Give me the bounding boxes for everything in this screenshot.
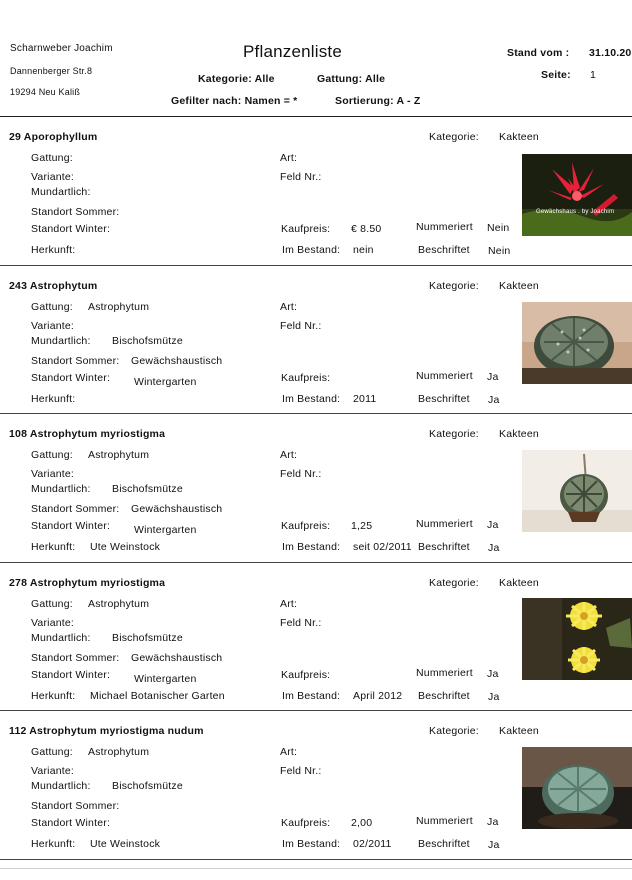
gattung-value: Astrophytum (88, 597, 150, 610)
gattung-label: Gattung: (31, 449, 73, 461)
im-bestand-label: Im Bestand: (282, 541, 341, 553)
variante-label: Variante: (31, 171, 75, 183)
record-title: 278 Astrophytum myriostigma (9, 576, 166, 589)
kaufpreis-label: Kaufpreis: (281, 371, 331, 384)
record-title: 112 Astrophytum myriostigma nudum (9, 725, 204, 737)
gattung-label: Gattung: (31, 152, 73, 164)
herkunft-value: Ute Weinstock (90, 838, 161, 850)
yellow-flowers-photo (522, 598, 632, 680)
photo-watermark: Gewächshaus . by Joachim (536, 209, 615, 215)
page-bottom-edge (0, 868, 632, 869)
record-divider (0, 562, 632, 563)
nummeriert-value: Nein (487, 222, 510, 234)
im-bestand-value: April 2012 (353, 689, 403, 702)
standort-sommer-label: Standort Sommer: (31, 503, 120, 515)
standort-winter-label: Standort Winter: (31, 817, 111, 829)
kategorie-label: Kategorie: (429, 428, 479, 440)
herkunft-label: Herkunft: (31, 392, 76, 405)
art-label: Art: (280, 746, 298, 758)
nummeriert-label: Nummeriert (416, 369, 473, 382)
kaufpreis-label: Kaufpreis: (281, 817, 331, 829)
gattung-label: Gattung: (31, 300, 73, 313)
seite-number: 1 (590, 69, 597, 81)
kategorie-value: Kakteen (499, 725, 539, 737)
kategorie-label: Kategorie: (429, 576, 479, 589)
record-divider (0, 265, 632, 266)
record-divider (0, 710, 632, 711)
page-title: Pflanzenliste (243, 42, 342, 61)
standort-winter-value: Wintergarten (134, 524, 197, 536)
nummeriert-value: Ja (487, 370, 499, 383)
kaufpreis-value: 1,25 (351, 520, 373, 532)
kaufpreis-value: 2,00 (351, 817, 373, 829)
standort-winter-label: Standort Winter: (31, 520, 111, 532)
stand-label: Stand vom : (507, 47, 570, 59)
standort-sommer-label: Standort Sommer: (31, 800, 120, 812)
standort-sommer-value: Gewächshaustisch (131, 503, 223, 515)
mundartlich-value: Bischofsmütze (112, 483, 183, 495)
im-bestand-value: seit 02/2011 (353, 541, 412, 553)
nummeriert-value: Ja (487, 667, 499, 680)
variante-label: Variante: (31, 765, 75, 777)
feld-label: Feld Nr.: (280, 171, 322, 183)
beschriftet-value: Ja (488, 542, 500, 554)
record-title: 29 Aporophyllum (9, 131, 98, 143)
herkunft-label: Herkunft: (31, 541, 76, 553)
kategorie-label: Kategorie: (429, 279, 479, 292)
im-bestand-label: Im Bestand: (282, 689, 341, 702)
beschriftet-label: Beschriftet (418, 541, 470, 553)
beschriftet-label: Beschriftet (418, 838, 470, 850)
standort-sommer-label: Standort Sommer: (31, 651, 120, 664)
mundartlich-label: Mundartlich: (31, 631, 91, 644)
feld-label: Feld Nr.: (280, 616, 322, 629)
nummeriert-label: Nummeriert (416, 666, 473, 679)
owner-street: Dannenberger Str.8 (10, 66, 93, 76)
standort-winter-value: Wintergarten (134, 375, 197, 388)
art-label: Art: (280, 300, 298, 313)
record-divider (0, 413, 632, 414)
record-title: 243 Astrophytum (9, 279, 98, 292)
gattung-value: Astrophytum (88, 449, 150, 461)
variante-label: Variante: (31, 616, 75, 629)
beschriftet-value: Ja (488, 839, 500, 851)
header-divider (0, 116, 632, 117)
herkunft-label: Herkunft: (31, 244, 76, 256)
standort-winter-label: Standort Winter: (31, 223, 111, 235)
mundartlich-value: Bischofsmütze (112, 334, 183, 347)
im-bestand-value: nein (353, 244, 374, 256)
mundartlich-label: Mundartlich: (31, 186, 91, 198)
gattung-label: Gattung: (31, 746, 73, 758)
gattung-label: Gattung: (31, 597, 73, 610)
standort-sommer-value: Gewächshaustisch (131, 354, 223, 367)
feld-label: Feld Nr.: (280, 765, 322, 777)
nummeriert-label: Nummeriert (416, 815, 473, 827)
record-divider (0, 859, 632, 860)
mundartlich-label: Mundartlich: (31, 334, 91, 347)
kaufpreis-label: Kaufpreis: (281, 520, 331, 532)
astrophytum-photo (522, 302, 632, 384)
nummeriert-value: Ja (487, 816, 499, 828)
beschriftet-label: Beschriftet (418, 689, 470, 702)
kaufpreis-label: Kaufpreis: (281, 223, 331, 235)
standort-winter-label: Standort Winter: (31, 371, 111, 384)
sort-text: Sortierung: A - Z (335, 95, 421, 107)
standort-winter-label: Standort Winter: (31, 668, 111, 681)
mundartlich-value: Bischofsmütze (112, 780, 183, 792)
kaufpreis-label: Kaufpreis: (281, 668, 331, 681)
feld-label: Feld Nr.: (280, 319, 322, 332)
nudum-photo (522, 747, 632, 829)
seite-label: Seite: (541, 69, 571, 81)
owner-city: 19294 Neu Kaliß (10, 87, 81, 97)
record-title: 108 Astrophytum myriostigma (9, 428, 166, 440)
standort-sommer-label: Standort Sommer: (31, 206, 120, 218)
standort-sommer-label: Standort Sommer: (31, 354, 120, 367)
filter-text: Gefilter nach: Namen = * (171, 95, 298, 107)
gattung-value: Astrophytum (88, 300, 150, 313)
variante-label: Variante: (31, 468, 75, 480)
herkunft-label: Herkunft: (31, 689, 76, 702)
gattung-value: Astrophytum (88, 746, 150, 758)
feld-label: Feld Nr.: (280, 468, 322, 480)
im-bestand-value: 02/2011 (353, 838, 392, 850)
beschriftet-value: Ja (488, 393, 500, 406)
art-label: Art: (280, 449, 298, 461)
kategorie-value: Kakteen (499, 279, 539, 292)
variante-label: Variante: (31, 319, 75, 332)
art-label: Art: (280, 152, 298, 164)
herkunft-label: Herkunft: (31, 838, 76, 850)
kaufpreis-value: € 8.50 (351, 223, 382, 235)
owner-name: Scharnweber Joachim (10, 43, 113, 54)
kategorie-value: Kakteen (499, 428, 539, 440)
art-label: Art: (280, 597, 298, 610)
mundartlich-value: Bischofsmütze (112, 631, 183, 644)
red-flowering-cactus-photo (522, 154, 632, 236)
nummeriert-label: Nummeriert (416, 518, 473, 530)
herkunft-value: Ute Weinstock (90, 541, 161, 553)
nummeriert-value: Ja (487, 519, 499, 531)
herkunft-value: Michael Botanischer Garten (90, 689, 225, 702)
kategorie-value: Kakteen (499, 131, 539, 143)
beschriftet-label: Beschriftet (418, 392, 470, 405)
stand-date: 31.10.20 (589, 47, 632, 59)
beschriftet-label: Beschriftet (418, 244, 470, 256)
im-bestand-label: Im Bestand: (282, 392, 341, 405)
standort-sommer-value: Gewächshaustisch (131, 651, 223, 664)
mundartlich-label: Mundartlich: (31, 483, 91, 495)
nummeriert-label: Nummeriert (416, 221, 473, 233)
kategorie-value: Kakteen (499, 576, 539, 589)
kategorie-label: Kategorie: (429, 131, 479, 143)
kategorie-label: Kategorie: (429, 725, 479, 737)
beschriftet-value: Nein (488, 245, 511, 257)
im-bestand-label: Im Bestand: (282, 244, 341, 256)
mundartlich-label: Mundartlich: (31, 780, 91, 792)
im-bestand-value: 2011 (353, 392, 377, 405)
im-bestand-label: Im Bestand: (282, 838, 341, 850)
gattung-filter: Gattung: Alle (317, 73, 386, 85)
myriostigma-photo (522, 450, 632, 532)
kategorie-filter: Kategorie: Alle (198, 73, 275, 85)
standort-winter-value: Wintergarten (134, 672, 197, 685)
beschriftet-value: Ja (488, 690, 500, 703)
